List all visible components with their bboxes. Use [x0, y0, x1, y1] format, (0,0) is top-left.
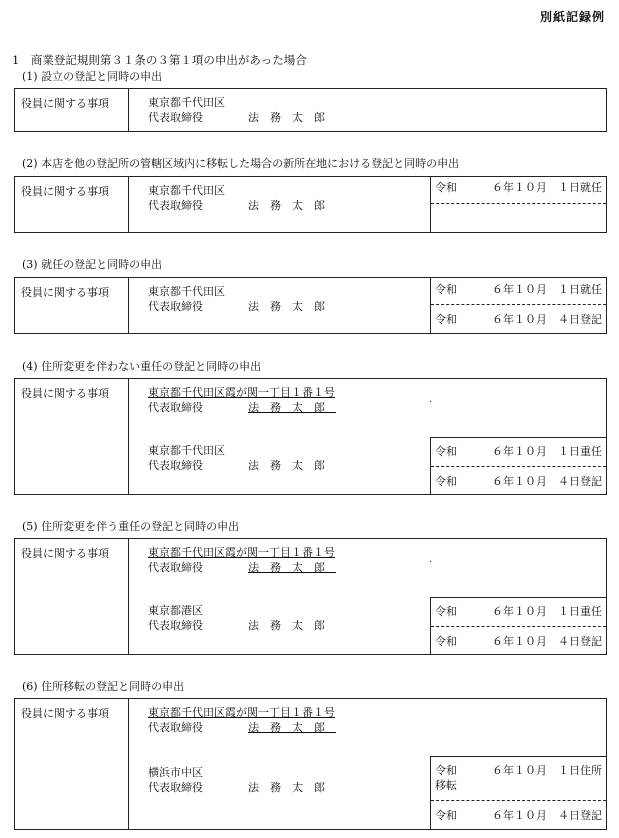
label: 役員に関する事項 — [21, 185, 109, 198]
date-box: 令和 ６年１０月 １日重任 令和 ６年１０月 ４日登記 — [430, 597, 607, 655]
label: 役員に関する事項 — [21, 707, 109, 720]
entry: 東京都千代田区 代表取締役 法務太郎 — [148, 96, 336, 124]
main-heading: 1 商業登記規則第３１条の３第１項の申出があった場合 — [12, 53, 307, 67]
section-6-box — [14, 698, 607, 830]
section-5-title: (5) 住所変更を伴う重任の登記と同時の申出 — [22, 520, 240, 533]
entry-new: 東京都港区 代表取締役 法務太郎 — [148, 604, 336, 632]
dot-mark: · — [429, 397, 433, 408]
entry-new: 横浜市中区 代表取締役 法務太郎 — [148, 766, 336, 794]
section-2-box — [14, 176, 607, 233]
section-6-title: (6) 住所移転の登記と同時の申出 — [22, 680, 185, 693]
entry-old: 東京都千代田区霞が関一丁目１番１号 代表取締役 法務太郎 — [148, 386, 336, 414]
section-5-box — [14, 538, 607, 655]
entry-old: 東京都千代田区霞が関一丁目１番１号 代表取締役 法務太郎 — [148, 546, 336, 574]
entry: 東京都千代田区 代表取締役 法務太郎 — [148, 285, 336, 313]
section-4-box — [14, 378, 607, 495]
entry-new: 東京都千代田区 代表取締役 法務太郎 — [148, 444, 336, 472]
section-1-box — [14, 88, 607, 132]
section-1-title: (1) 設立の登記と同時の申出 — [22, 70, 163, 83]
date-box: 令和 ６年１０月 １日就任 — [430, 176, 607, 233]
date-box: 令和 ６年１０月 １日重任 令和 ６年１０月 ４日登記 — [430, 437, 607, 495]
date-box: 令和 ６年１０月 １日住所 移転 令和 ６年１０月 ４日登記 — [430, 756, 607, 830]
section-4-title: (4) 住所変更を伴わない重任の登記と同時の申出 — [22, 360, 262, 373]
entry-old: 東京都千代田区霞が関一丁目１番１号 代表取締役 法務太郎 — [148, 706, 336, 734]
section-2-title: (2) 本店を他の登記所の管轄区域内に移転した場合の新所在地における登記と同時の申出 — [22, 157, 460, 170]
date-box: 令和 ６年１０月 １日就任 令和 ６年１０月 ４日登記 — [430, 277, 607, 334]
label: 役員に関する事項 — [21, 286, 109, 299]
corner-label: 別紙記録例 — [539, 10, 605, 24]
label: 役員に関する事項 — [21, 387, 109, 400]
label: 役員に関する事項 — [21, 97, 109, 110]
entry: 東京都千代田区 代表取締役 法務太郎 — [148, 184, 336, 212]
section-3-box — [14, 277, 607, 334]
label: 役員に関する事項 — [21, 547, 109, 560]
section-3-title: (3) 就任の登記と同時の申出 — [22, 258, 163, 271]
dot-mark: · — [429, 557, 433, 568]
